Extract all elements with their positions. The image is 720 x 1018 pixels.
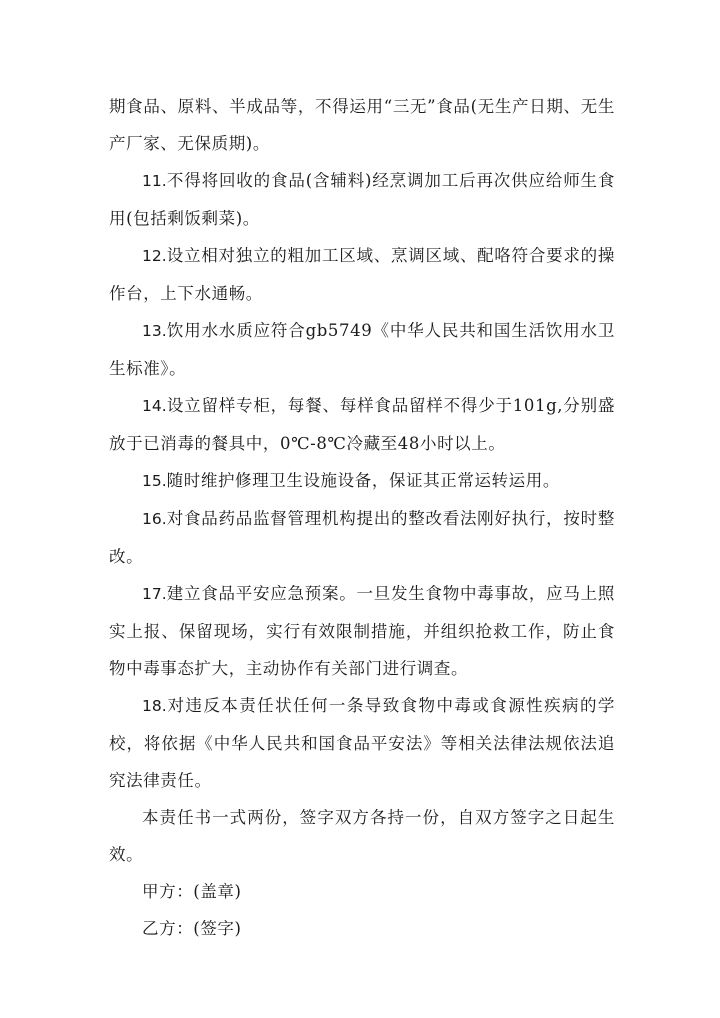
party-b-signature-line [109,910,615,947]
paragraph-item-16 [109,500,615,575]
paragraph-text: 饮用水水质应符合gb5749《中华人民共和国生活饮用水卫生标准》。 [109,321,615,378]
item-number: 16. [142,510,167,528]
paragraph-item-15 [109,462,615,500]
paragraph-text: 建立食品平安应急预案。一旦发生食物中毒事故，应马上照实上报、保留现场，实行有效限制措施，并组织抢救工作，防止食物中毒事态扩大，主动协作有关部门进行调查。 [109,584,615,678]
paragraph-text: 设立留样专柜，每餐、每样食品留样不得少于101g,分别盛放于已消毒的餐具中，0℃-8℃冷藏至48小时以上。 [109,396,615,453]
item-number: 15. [142,472,167,490]
paragraph-text: 对食品药品监督管理机构提出的整改看法刚好执行，按时整改。 [109,509,615,566]
paragraph-text: 随时维护修理卫生设施设备，保证其正常运转运用。 [166,471,560,490]
paragraph-text: 期食品、原料、半成品等，不得运用“三无”食品(无生产日期、无生产厂家、无保质期)。 [109,97,615,153]
paragraph-item-11 [109,162,615,237]
item-number: 14. [142,397,167,415]
item-number: 13. [142,322,167,340]
item-number: 12. [142,247,167,265]
item-number: 18. [142,697,167,715]
paragraph-text: 乙方：(签字) [142,919,242,938]
paragraph-text: 本责任书一式两份，签字双方各持一份，自双方签字之日起生效。 [109,808,615,864]
paragraph-item-13 [109,312,615,387]
paragraph-text: 甲方：(盖章) [142,882,242,901]
paragraph-continued-intro [109,88,615,162]
paragraph-text: 不得将回收的食品(含辅料)经烹调加工后再次供应给师生食用(包括剩饭剩菜)。 [109,171,615,228]
paragraph-item-18 [109,687,615,799]
paragraph-item-12 [109,237,615,312]
item-number: 11. [142,172,167,190]
paragraph-item-17 [109,575,615,687]
party-a-signature-line [109,873,615,910]
item-number: 17. [142,585,167,603]
paragraph-text: 对违反本责任状任何一条导致食物中毒或食源性疾病的学校，将依据《中华人民共和国食品平安法》等相关法律法规依法追究法律责任。 [109,696,615,790]
document-page [109,88,615,947]
paragraph-text: 设立相对独立的粗加工区域、烹调区域、配咯符合要求的操作台，上下水通畅。 [109,246,615,303]
paragraph-item-14 [109,387,615,462]
paragraph-effectiveness-clause [109,799,615,873]
